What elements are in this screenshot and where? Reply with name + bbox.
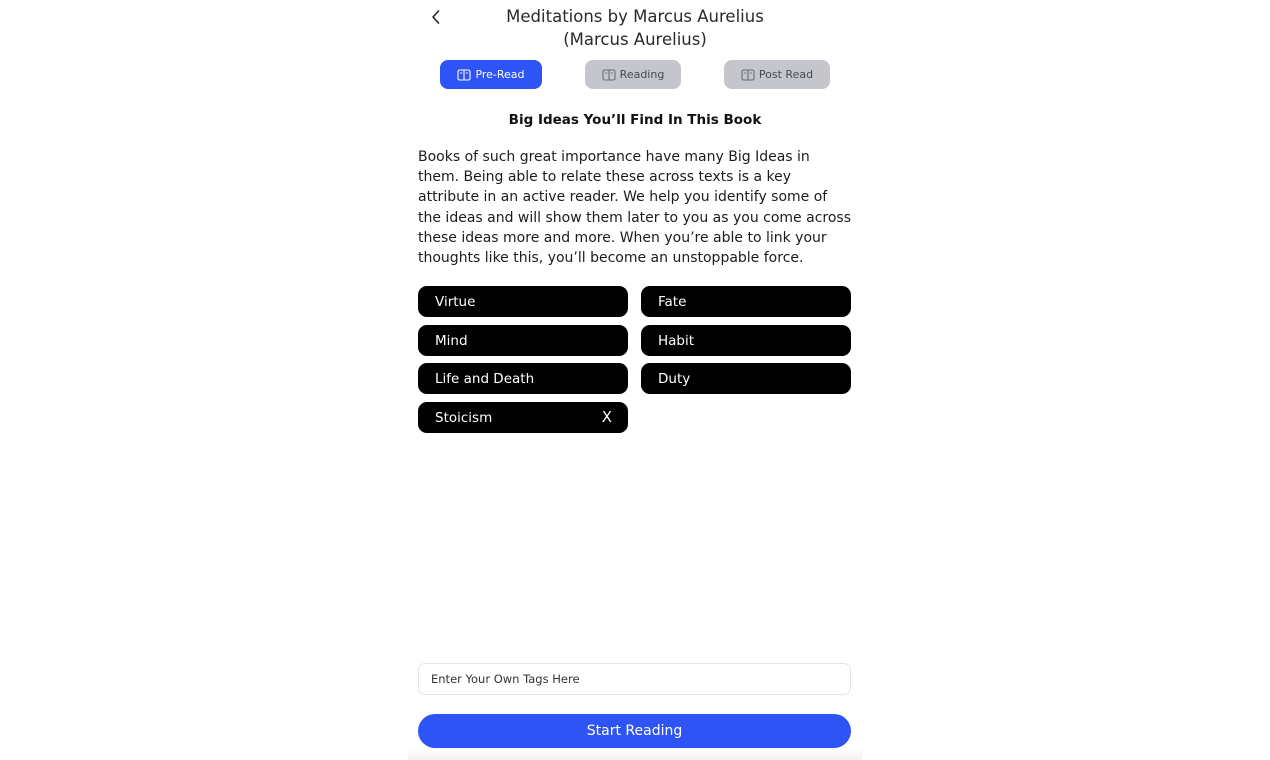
tag-label: Fate <box>658 293 687 310</box>
tag-chip-life-and-death[interactable] <box>418 363 628 394</box>
tab-label: Pre-Read <box>475 68 525 81</box>
tag-chip-fate[interactable] <box>641 286 851 317</box>
back-button[interactable] <box>424 6 448 28</box>
book-author: (Marcus Aurelius) <box>563 30 707 49</box>
tag-label: Stoicism <box>435 409 493 426</box>
book-icon <box>457 69 471 81</box>
tag-label: Virtue <box>435 293 476 310</box>
tab-post-read[interactable] <box>724 60 830 89</box>
tab-reading[interactable] <box>585 60 681 89</box>
remove-tag-button[interactable]: X <box>601 408 612 426</box>
tag-chip-duty[interactable] <box>641 363 851 394</box>
tag-label: Duty <box>658 370 691 387</box>
page-title <box>468 5 802 51</box>
reading-stage-tabs <box>408 60 862 89</box>
book-icon <box>602 69 616 81</box>
big-ideas-description: Books of such great importance have many Big Ideas in them. Being able to relate these across texts is a key attribute in an active reader. We help you identify some of the ideas and will show them later to you as you come across these ideas more and more. When you’re able to link your thoughts like this, you’ll become an unstoppable force. <box>418 149 851 267</box>
custom-tag-input[interactable] <box>418 663 851 695</box>
app-container <box>408 0 862 760</box>
chevron-left-icon <box>430 9 442 25</box>
book-title: Meditations by Marcus Aurelius <box>506 7 764 26</box>
book-icon <box>741 69 755 81</box>
tab-label: Post Read <box>758 68 814 81</box>
start-reading-button[interactable]: Start Reading <box>418 714 851 748</box>
tag-label: Life and Death <box>435 370 535 387</box>
tag-chip-stoicism[interactable] <box>418 402 628 433</box>
tag-chip-habit[interactable] <box>641 325 851 356</box>
tag-label: Habit <box>658 332 695 349</box>
tag-chip-mind[interactable] <box>418 325 628 356</box>
tag-chip-virtue[interactable] <box>418 286 628 317</box>
tab-label: Reading <box>619 68 665 81</box>
bottom-fade <box>408 748 862 760</box>
big-ideas-heading: Big Ideas You’ll Find In This Book <box>508 112 762 128</box>
tag-label: Mind <box>435 332 468 349</box>
tab-pre-read[interactable] <box>440 60 542 89</box>
